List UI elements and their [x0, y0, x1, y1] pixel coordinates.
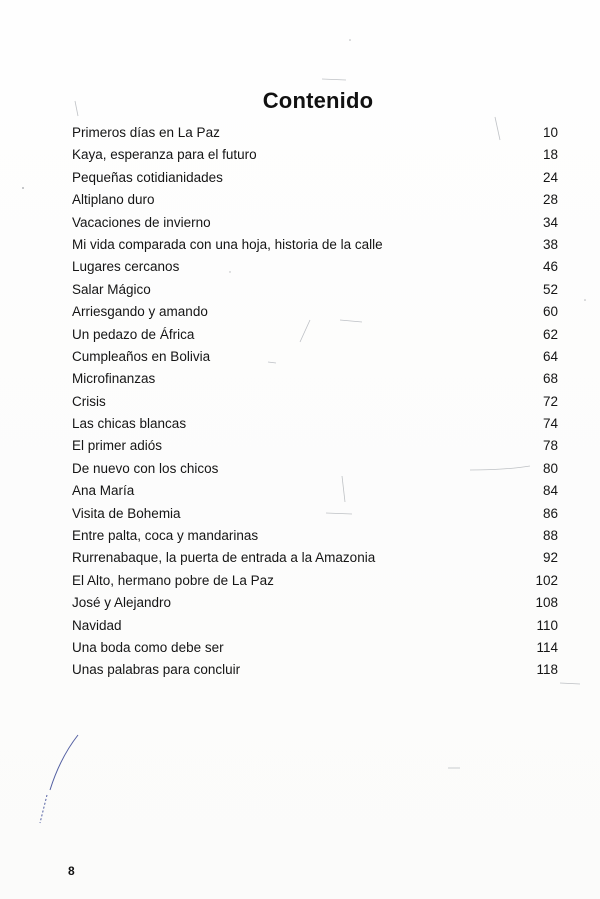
toc-entry[interactable]	[72, 503, 558, 525]
toc-entry[interactable]	[72, 480, 558, 502]
toc-entry[interactable]	[72, 256, 558, 278]
toc-entry-page: 72	[542, 393, 558, 409]
toc-entry[interactable]	[72, 547, 558, 569]
toc-entry[interactable]	[72, 167, 558, 189]
toc-entry-page: 80	[542, 460, 558, 476]
toc-entry-title: José y Alejandro	[72, 595, 172, 611]
toc-entry-page: 64	[542, 348, 558, 364]
toc-entry-title: Arriesgando y amando	[72, 304, 208, 320]
toc-entry-page: 60	[542, 304, 558, 320]
toc-entry[interactable]	[72, 435, 558, 457]
toc-entry-title: Mi vida comparada con una hoja, historia de la calle	[72, 236, 383, 252]
toc-entry-title: Primeros días en La Paz	[72, 125, 220, 140]
toc-entry[interactable]	[72, 615, 558, 637]
toc-entry[interactable]	[72, 525, 558, 547]
toc-entry-page: 92	[542, 550, 558, 566]
toc-entry[interactable]	[72, 570, 558, 592]
toc-entry-title: Vacaciones de invierno	[72, 214, 211, 230]
toc-entry-title: Las chicas blancas	[72, 416, 187, 432]
toc-entry-title: Cumpleaños en Bolivia	[72, 348, 211, 364]
toc-entry-title: Navidad	[72, 617, 122, 633]
toc-entry-title: Visita de Bohemia	[72, 505, 181, 521]
toc-entry[interactable]	[72, 659, 558, 681]
toc-entry-page: 10	[542, 125, 558, 140]
toc-entry-page: 86	[542, 505, 558, 521]
toc-heading: Contenido	[262, 88, 374, 113]
toc-entry[interactable]	[72, 391, 558, 413]
toc-entry[interactable]	[72, 368, 558, 390]
toc-entry-page: 110	[536, 617, 558, 633]
toc-entry[interactable]	[72, 458, 558, 480]
toc-entry-title: Un pedazo de África	[72, 326, 195, 342]
toc-entry-page: 108	[535, 595, 558, 611]
toc-entry[interactable]	[72, 592, 558, 614]
toc-entry-title: Entre palta, coca y mandarinas	[72, 528, 259, 544]
toc-entry-page: 118	[536, 662, 558, 678]
toc-entry[interactable]	[72, 234, 558, 256]
toc-entry-title: Una boda como debe ser	[72, 639, 224, 655]
toc-entry-page: 46	[542, 259, 558, 275]
toc-entry-page: 18	[542, 147, 558, 163]
toc-entry-page: 52	[542, 281, 558, 297]
toc-entry[interactable]	[72, 637, 558, 659]
toc-entry-title: El Alto, hermano pobre de La Paz	[72, 572, 274, 588]
toc-entry[interactable]	[72, 324, 558, 346]
toc-entry[interactable]	[72, 212, 558, 234]
toc-entry-page: 102	[535, 572, 558, 588]
toc-entry-title: Salar Mágico	[72, 281, 151, 297]
toc-entry-page: 28	[542, 192, 558, 208]
toc-entry-title: Rurrenabaque, la puerta de entrada a la Amazonia	[72, 550, 376, 566]
toc-entry-page: 38	[542, 236, 558, 252]
toc-entry[interactable]	[72, 346, 558, 368]
toc-entry[interactable]	[72, 144, 558, 166]
toc-entry-title: Altiplano duro	[72, 192, 155, 208]
page-folio: 8	[68, 864, 75, 878]
toc-entry-page: 114	[536, 639, 558, 655]
toc-entry-page: 68	[542, 371, 558, 387]
toc-entry[interactable]	[72, 189, 558, 211]
toc-entry-page: 88	[542, 528, 558, 544]
toc-entry[interactable]	[72, 301, 558, 323]
table-of-contents	[72, 122, 558, 682]
toc-entry-page: 34	[542, 214, 558, 230]
toc-entry-title: Lugares cercanos	[72, 259, 180, 275]
toc-entry-page: 62	[542, 326, 558, 342]
toc-entry-title: De nuevo con los chicos	[72, 460, 219, 476]
toc-entry-page: 74	[542, 416, 558, 432]
toc-entry[interactable]	[72, 279, 558, 301]
toc-entry-title: Unas palabras para concluir	[72, 662, 241, 678]
toc-entry-title: Pequeñas cotidianidades	[72, 169, 223, 185]
toc-entry-title: Microfinanzas	[72, 371, 156, 387]
toc-entry-page: 78	[542, 438, 558, 454]
toc-entry-title: El primer adiós	[72, 438, 163, 454]
toc-entry-page: 84	[542, 483, 558, 499]
toc-entry-title: Crisis	[72, 393, 106, 409]
toc-entry[interactable]	[72, 413, 558, 435]
toc-entry-page: 24	[542, 169, 558, 185]
toc-entry-title: Ana María	[72, 483, 135, 499]
toc-entry-title: Kaya, esperanza para el futuro	[72, 147, 257, 163]
toc-entry[interactable]	[72, 122, 558, 144]
